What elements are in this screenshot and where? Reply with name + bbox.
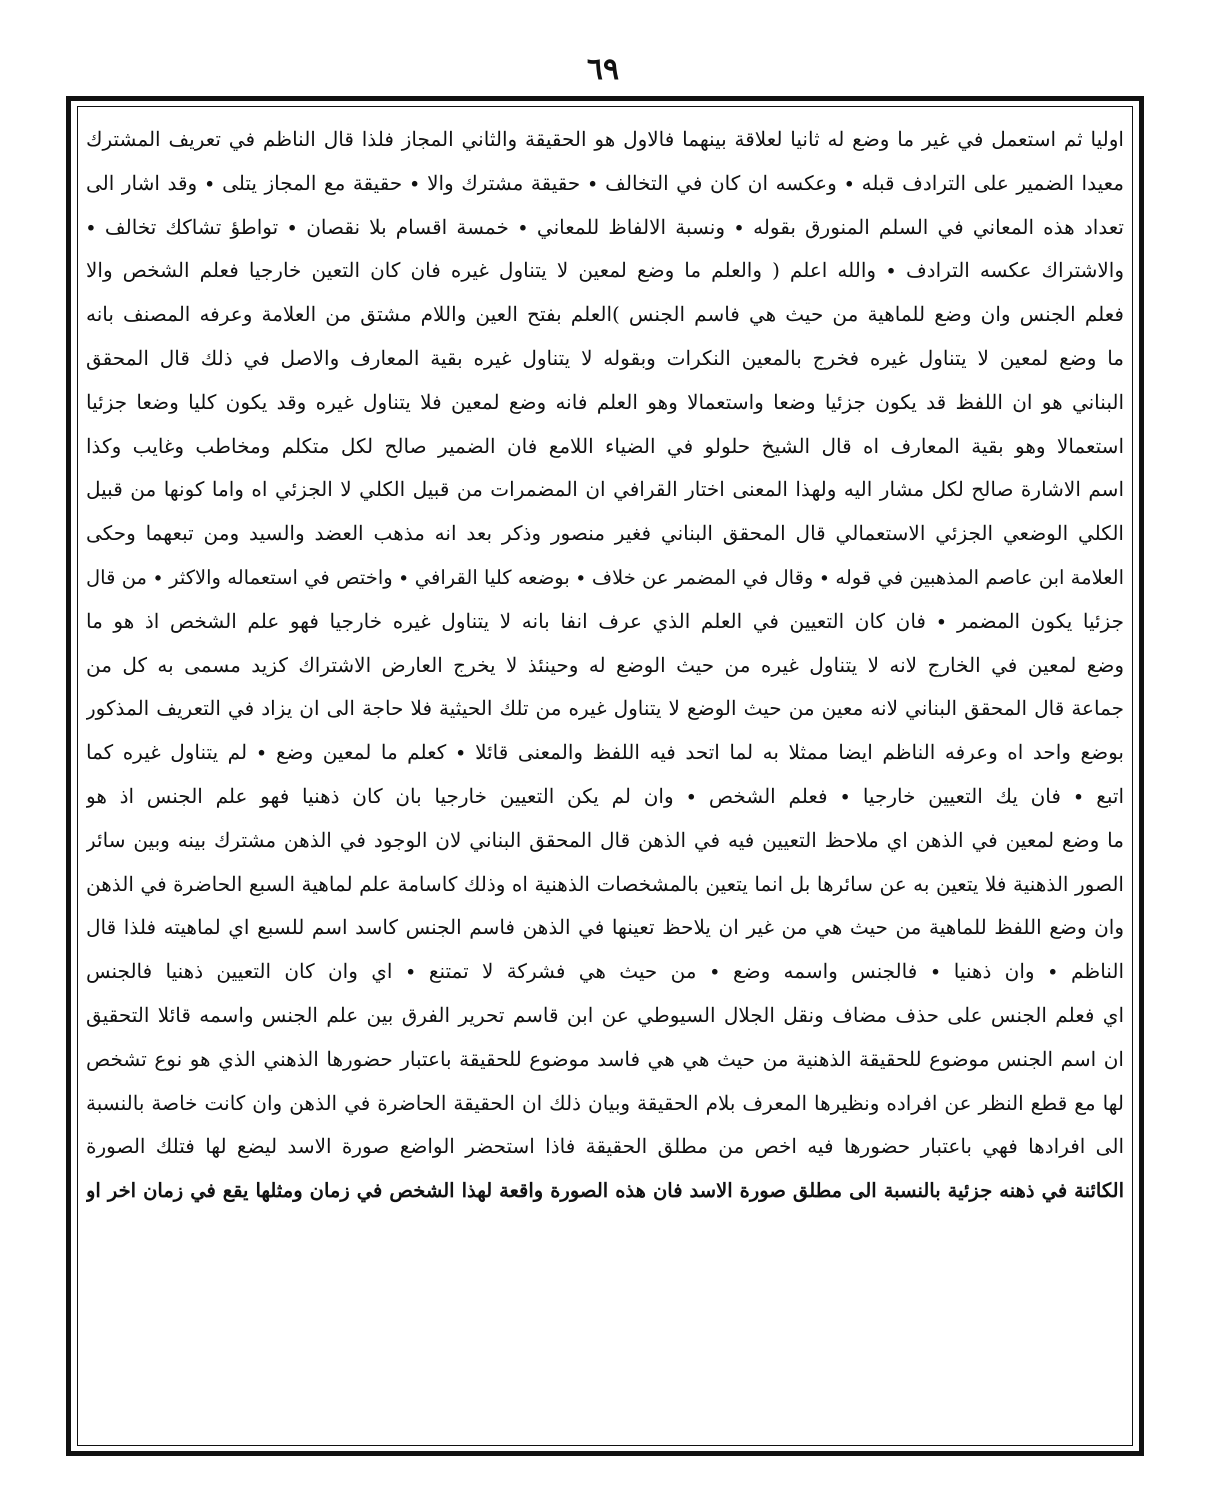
text-line: اتبع ∙ فان يك التعيين خارجيا ∙ فعلم الشخص ∙ وان لم يكن التعيين خارجيا بان كان ذهنيا فهو علم الجنس اذ هو	[86, 783, 1124, 808]
text-line: البناني هو ان اللفظ قد يكون جزئيا وضعا واستعمالا وهو العلم فانه وضع لمعين فلا يتناول غيره وقد يكون كليا وضعا جزئيا	[86, 389, 1124, 414]
text-line: الى افرادها فهي باعتبار حضورها فيه اخص من مطلق الحقيقة فاذا استحضر الواضع صورة الاسد ليضع لها فتلك الصورة	[86, 1134, 1124, 1159]
text-line: الكلي الوضعي الجزئي الاستعمالي قال المحقق البناني فغير منصور وذكر بعد انه مذهب العضد والسيد ومن تبعهما وحكى	[86, 521, 1124, 546]
text-line: ان اسم الجنس موضوع للحقيقة الذهنية من حيث هي هي فاسد موضوع للحقيقة باعتبار حضورها الذهني الذي هو نوع تشخص	[86, 1046, 1124, 1071]
main-text	[86, 118, 1124, 1438]
text-line: فعلم الجنس وان وضع للماهية من حيث هي فاسم الجنس )العلم بفتح العين واللام مشتق من العلامة وعرفه المصنف بانه	[86, 302, 1124, 327]
text-line: والاشتراك عكسه الترادف ∙ والله اعلم ( والعلم ما وضع لمعين لا يتناول غيره فان كان التعين خارجيا فعلم الشخص والا	[86, 258, 1124, 283]
text-line: وضع لمعين في الخارج لانه لا يتناول غيره من حيث الوضع له وحينئذ لا يخرج العارض الاشتراك كزيد مسمى به كل من	[86, 652, 1124, 677]
page-number: ٦٩	[586, 52, 620, 87]
text-line: ما وضع لمعين في الذهن اي ملاحظ التعيين فيه في الذهن قال المحقق البناني لان الوجود في الذهن مشترك بينه وبين سائر	[86, 827, 1124, 852]
text-line: لها مع قطع النظر عن افراده ونظيرها المعرف بلام الحقيقة وبيان ذلك ان الحقيقة الحاضرة في الذهن وان كانت خاصة بالنسبة	[86, 1090, 1124, 1115]
text-line: بوضع واحد اه وعرفه الناظم ايضا ممثلا به لما اتحد فيه اللفظ والمعنى قائلا ∙ كعلم ما لمعين وضع ∙ لم يتناول غيره كما	[86, 740, 1124, 765]
text-line: الكائنة في ذهنه جزئية بالنسبة الى مطلق صورة الاسد فان هذه الصورة واقعة لهذا الشخص في زمان ومثلها يقع في زمان اخر او	[86, 1179, 1124, 1203]
text-line: الناظم ∙ وان ذهنيا ∙ فالجنس واسمه وضع ∙ من حيث هي فشركة لا تمتنع ∙ اي وان كان التعيين ذهنيا فالجنس	[86, 959, 1124, 984]
text-line: ما وضع لمعين لا يتناول غيره فخرج بالمعين النكرات وبقوله لا يتناول غيره بقية المعارف والاصل في ذلك قال المحقق	[86, 345, 1124, 370]
text-line: تعداد هذه المعاني في السلم المنورق بقوله ∙ ونسبة الالفاظ للمعاني ∙ خمسة اقسام بلا نقصان ∙ تواطؤ تشاكك تخالف ∙	[86, 214, 1124, 239]
text-line: اي فعلم الجنس على حذف مضاف ونقل الجلال السيوطي عن ابن قاسم تحرير الفرق بين علم الجنس واسمه قائلا التحقيق	[86, 1002, 1124, 1027]
text-line: الصور الذهنية فلا يتعين به عن سائرها بل انما يتعين بالمشخصات الذهنية اه وذلك كاسامة علم لماهية السبع الحاضرة في الذهن	[86, 871, 1124, 896]
text-line: معيدا الضمير على الترادف قبله ∙ وعكسه ان كان في التخالف ∙ حقيقة مشترك والا ∙ حقيقة مع المجاز يتلى ∙ وقد اشار الى	[86, 170, 1124, 195]
text-line: اوليا ثم استعمل في غير ما وضع له ثانيا لعلاقة بينهما فالاول هو الحقيقة والثاني المجاز فلذا قال الناظم في تعريف المشترك	[86, 127, 1124, 151]
text-line: اسم الاشارة صالح لكل مشار اليه ولهذا المعنى اختار القرافي ان المضمرات من قبيل الكلي لا الجزئي اه واما كونها من قبيل	[86, 477, 1124, 502]
text-line: استعمالا وهو بقية المعارف اه قال الشيخ حلولو في الضياء اللامع فان الضمير صالح لكل متكلم ومخاطب وغايب وكذا	[86, 433, 1124, 458]
text-line: جماعة قال المحقق البناني لانه معين من حيث الوضع لا يتناول غيره من تلك الحيثية فلا حاجة الى ان يزاد في التعريف المذكور	[86, 696, 1124, 721]
text-line: جزئيا يكون المضمر ∙ فان كان التعيين في العلم الذي عرف انفا بانه لا يتناول غيره خارجيا فهو علم الشخص اذ هو ما	[86, 608, 1124, 633]
text-line: العلامة ابن عاصم المذهبين في قوله ∙ وقال في المضمر عن خلاف ∙ بوضعه كليا القرافي ∙ واختص في استعماله والاكثر ∙ من قال	[86, 565, 1124, 589]
text-line: وان وضع اللفظ للماهية من حيث هي من غير ان يلاحظ تعينها في الذهن فاسم الجنس كاسد اسم للسبع اي لماهيته فلذا قال	[86, 915, 1124, 940]
